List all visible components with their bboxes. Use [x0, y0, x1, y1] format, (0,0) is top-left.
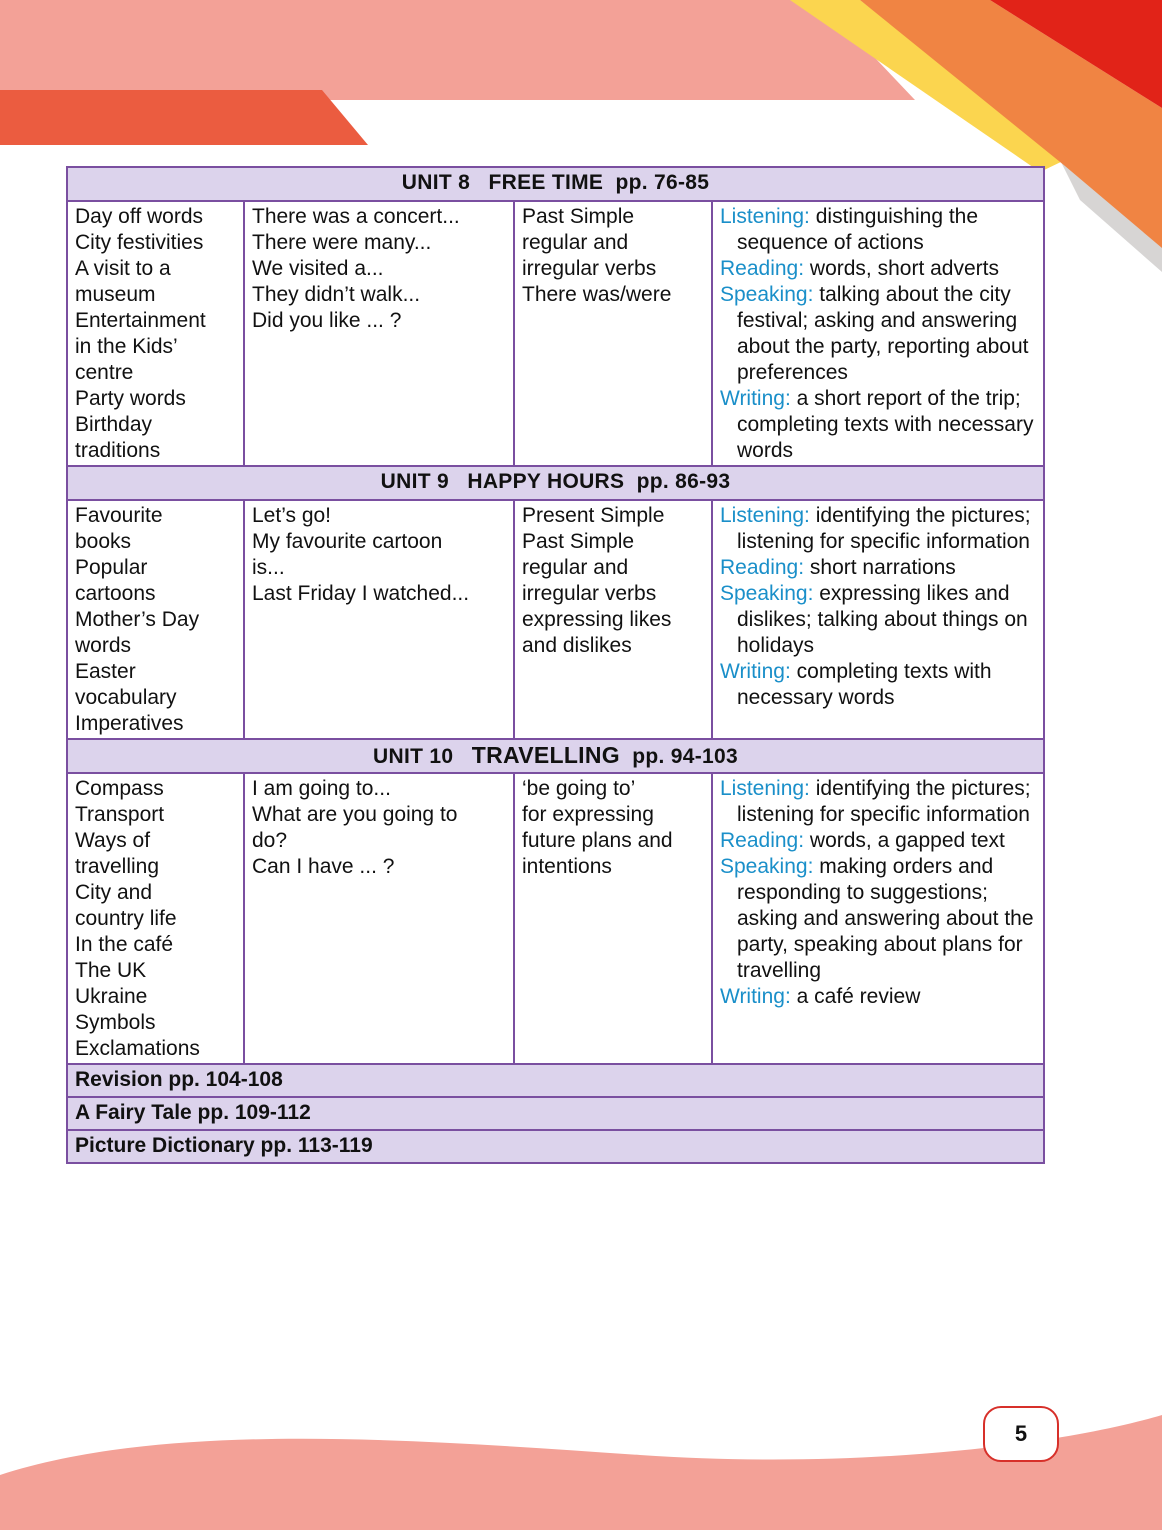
- vocabulary-cell-line: Popular: [75, 556, 148, 579]
- vocabulary-cell-line: In the café: [75, 933, 174, 956]
- phrases-cell-line: Let’s go!: [252, 504, 332, 527]
- vocabulary-cell-line: City and: [75, 881, 153, 904]
- phrases-cell-line: There was a concert...: [252, 205, 460, 228]
- grammar-cell-line: Present Simple: [522, 504, 665, 527]
- vocabulary-cell-line: books: [75, 530, 132, 553]
- skill-name: Listening:: [720, 504, 810, 527]
- grammar-cell-line: and dislikes: [522, 634, 632, 657]
- skill-text: talking about the city festival; asking and answering about the party, reporting about preferences: [737, 283, 1029, 384]
- phrases-cell-line: They didn’t walk...: [252, 283, 421, 306]
- grammar-cell-line: future plans and: [522, 829, 673, 852]
- skill-name: Speaking:: [720, 283, 814, 306]
- skill-name: Listening:: [720, 205, 810, 228]
- phrases-cell: [244, 500, 514, 739]
- phrases-cell-line: We visited a...: [252, 257, 384, 280]
- footer-row: [67, 1130, 1044, 1163]
- unit-title: HAPPY HOURS: [467, 470, 625, 493]
- grammar-cell-line: regular and: [522, 556, 629, 579]
- page-number-badge: [983, 1406, 1059, 1462]
- vocabulary-cell-line: words: [75, 634, 132, 657]
- phrases-cell-line: My favourite cartoon: [252, 530, 443, 553]
- vocabulary-cell-line: Transport: [75, 803, 165, 826]
- skill-entry: [720, 828, 1037, 854]
- vocabulary-cell-line: Easter: [75, 660, 136, 683]
- grammar-cell: [514, 500, 712, 739]
- vocabulary-cell-line: traditions: [75, 439, 161, 462]
- vocabulary-cell-line: Favourite: [75, 504, 163, 527]
- skill-entry: [720, 659, 1037, 711]
- footer-row-label: Picture Dictionary pp. 113-119: [67, 1130, 1044, 1163]
- skills-cell: [712, 500, 1044, 739]
- vocabulary-cell-line: Day off words: [75, 205, 203, 228]
- header-band: [0, 0, 915, 100]
- skill-text: distinguishing the sequence of actions: [737, 205, 979, 254]
- skill-name: Speaking:: [720, 582, 814, 605]
- footer-row-label: A Fairy Tale pp. 109-112: [67, 1097, 1044, 1130]
- skill-text: identifying the pictures; listening for specific information: [737, 777, 1031, 826]
- phrases-cell-line: Last Friday I watched...: [252, 582, 470, 605]
- skill-entry: [720, 256, 1037, 282]
- skill-entry: [720, 984, 1037, 1010]
- skill-name: Reading:: [720, 829, 805, 852]
- grammar-cell-line: regular and: [522, 231, 629, 254]
- footer-row: [67, 1064, 1044, 1097]
- skill-text: words, a gapped text: [809, 829, 1005, 852]
- phrases-cell: [244, 773, 514, 1064]
- footer-row: [67, 1097, 1044, 1130]
- grammar-cell-line: irregular verbs: [522, 257, 657, 280]
- vocabulary-cell-line: Mother’s Day: [75, 608, 200, 631]
- contents-table: [66, 166, 1045, 1164]
- vocabulary-cell-line: vocabulary: [75, 686, 177, 709]
- phrases-cell: [244, 201, 514, 466]
- vocabulary-cell-line: The UK: [75, 959, 147, 982]
- grammar-cell: [514, 773, 712, 1064]
- skill-name: Writing:: [720, 660, 791, 683]
- skill-entry: [720, 282, 1037, 386]
- skill-text: words, short adverts: [809, 257, 999, 280]
- vocabulary-cell-line: City festivities: [75, 231, 204, 254]
- vocabulary-cell-line: Imperatives: [75, 712, 184, 735]
- vocabulary-cell-line: Compass: [75, 777, 164, 800]
- vocabulary-cell-line: in the Kids’: [75, 335, 178, 358]
- unit-header: [67, 167, 1044, 201]
- unit-content-row: [67, 201, 1044, 466]
- vocabulary-cell-line: Ways of: [75, 829, 151, 852]
- unit-title: FREE TIME: [488, 171, 604, 194]
- skill-name: Reading:: [720, 556, 805, 579]
- skill-entry: [720, 503, 1037, 555]
- vocabulary-cell-line: Party words: [75, 387, 186, 410]
- grammar-cell-line: Past Simple: [522, 205, 635, 228]
- skill-name: Listening:: [720, 777, 810, 800]
- unit-pages: pp. 86-93: [636, 470, 731, 493]
- unit-header: [67, 466, 1044, 500]
- vocabulary-cell-line: country life: [75, 907, 177, 930]
- vocabulary-cell-line: travelling: [75, 855, 160, 878]
- grammar-cell-line: for expressing: [522, 803, 654, 826]
- vocabulary-cell-line: Entertainment: [75, 309, 206, 332]
- grammar-cell-line: expressing likes: [522, 608, 672, 631]
- unit-pages: pp. 76-85: [615, 171, 710, 194]
- vocabulary-cell-line: A visit to a: [75, 257, 171, 280]
- vocabulary-cell-line: Symbols: [75, 1011, 156, 1034]
- phrases-cell-line: What are you going to: [252, 803, 458, 826]
- unit-title: TRAVELLING: [471, 742, 620, 768]
- phrases-cell-line: There were many...: [252, 231, 432, 254]
- grammar-cell-line: irregular verbs: [522, 582, 657, 605]
- unit-label: UNIT 8: [401, 171, 471, 194]
- skill-name: Reading:: [720, 257, 805, 280]
- skills-cell: [712, 201, 1044, 466]
- skill-name: Writing:: [720, 387, 791, 410]
- left-tab: [0, 90, 368, 145]
- skill-text: short narrations: [809, 556, 956, 579]
- unit-header-row: [67, 739, 1044, 773]
- vocabulary-cell-line: Birthday: [75, 413, 153, 436]
- skill-text: expressing likes and dislikes; talking about things on holidays: [737, 582, 1028, 657]
- skill-text: identifying the pictures; listening for specific information: [737, 504, 1031, 553]
- phrases-cell-line: Can I have ... ?: [252, 855, 395, 878]
- skill-text: making orders and responding to suggestions; asking and answering about the party, speaking about plans for travelling: [737, 855, 1034, 982]
- grammar-cell: [514, 201, 712, 466]
- grammar-cell-line: intentions: [522, 855, 612, 878]
- phrases-cell-line: do?: [252, 829, 288, 852]
- vocabulary-cell: [67, 500, 244, 739]
- vocabulary-cell-line: Ukraine: [75, 985, 148, 1008]
- unit-label: UNIT 9: [380, 470, 449, 493]
- vocabulary-cell-line: cartoons: [75, 582, 156, 605]
- skill-name: Writing:: [720, 985, 791, 1008]
- unit-header-row: [67, 466, 1044, 500]
- unit-content-row: [67, 500, 1044, 739]
- skill-text: a café review: [796, 985, 921, 1008]
- grammar-cell-line: ‘be going to’: [522, 777, 636, 800]
- unit-header-row: [67, 167, 1044, 201]
- skill-entry: [720, 581, 1037, 659]
- grammar-cell-line: Past Simple: [522, 530, 635, 553]
- vocabulary-cell: [67, 773, 244, 1064]
- unit-content-row: [67, 773, 1044, 1064]
- unit-header: [67, 739, 1044, 773]
- vocabulary-cell-line: centre: [75, 361, 134, 384]
- unit-pages: pp. 94-103: [632, 745, 738, 768]
- skill-name: Speaking:: [720, 855, 814, 878]
- skill-entry: [720, 776, 1037, 828]
- vocabulary-cell-line: museum: [75, 283, 156, 306]
- page-number: 5: [1014, 1421, 1028, 1446]
- vocabulary-cell: [67, 201, 244, 466]
- skill-entry: [720, 204, 1037, 256]
- phrases-cell-line: is...: [252, 556, 285, 579]
- phrases-cell-line: Did you like ... ?: [252, 309, 402, 332]
- unit-label: UNIT 10: [373, 745, 454, 768]
- footer-row-label: Revision pp. 104-108: [67, 1064, 1044, 1097]
- grammar-cell-line: There was/were: [522, 283, 672, 306]
- skill-text: a short report of the trip; completing texts with necessary words: [737, 387, 1034, 462]
- vocabulary-cell-line: Exclamations: [75, 1037, 200, 1060]
- skill-entry: [720, 386, 1037, 464]
- skill-entry: [720, 555, 1037, 581]
- phrases-cell-line: I am going to...: [252, 777, 391, 800]
- skill-entry: [720, 854, 1037, 984]
- skill-text: completing texts with necessary words: [737, 660, 992, 709]
- skills-cell: [712, 773, 1044, 1064]
